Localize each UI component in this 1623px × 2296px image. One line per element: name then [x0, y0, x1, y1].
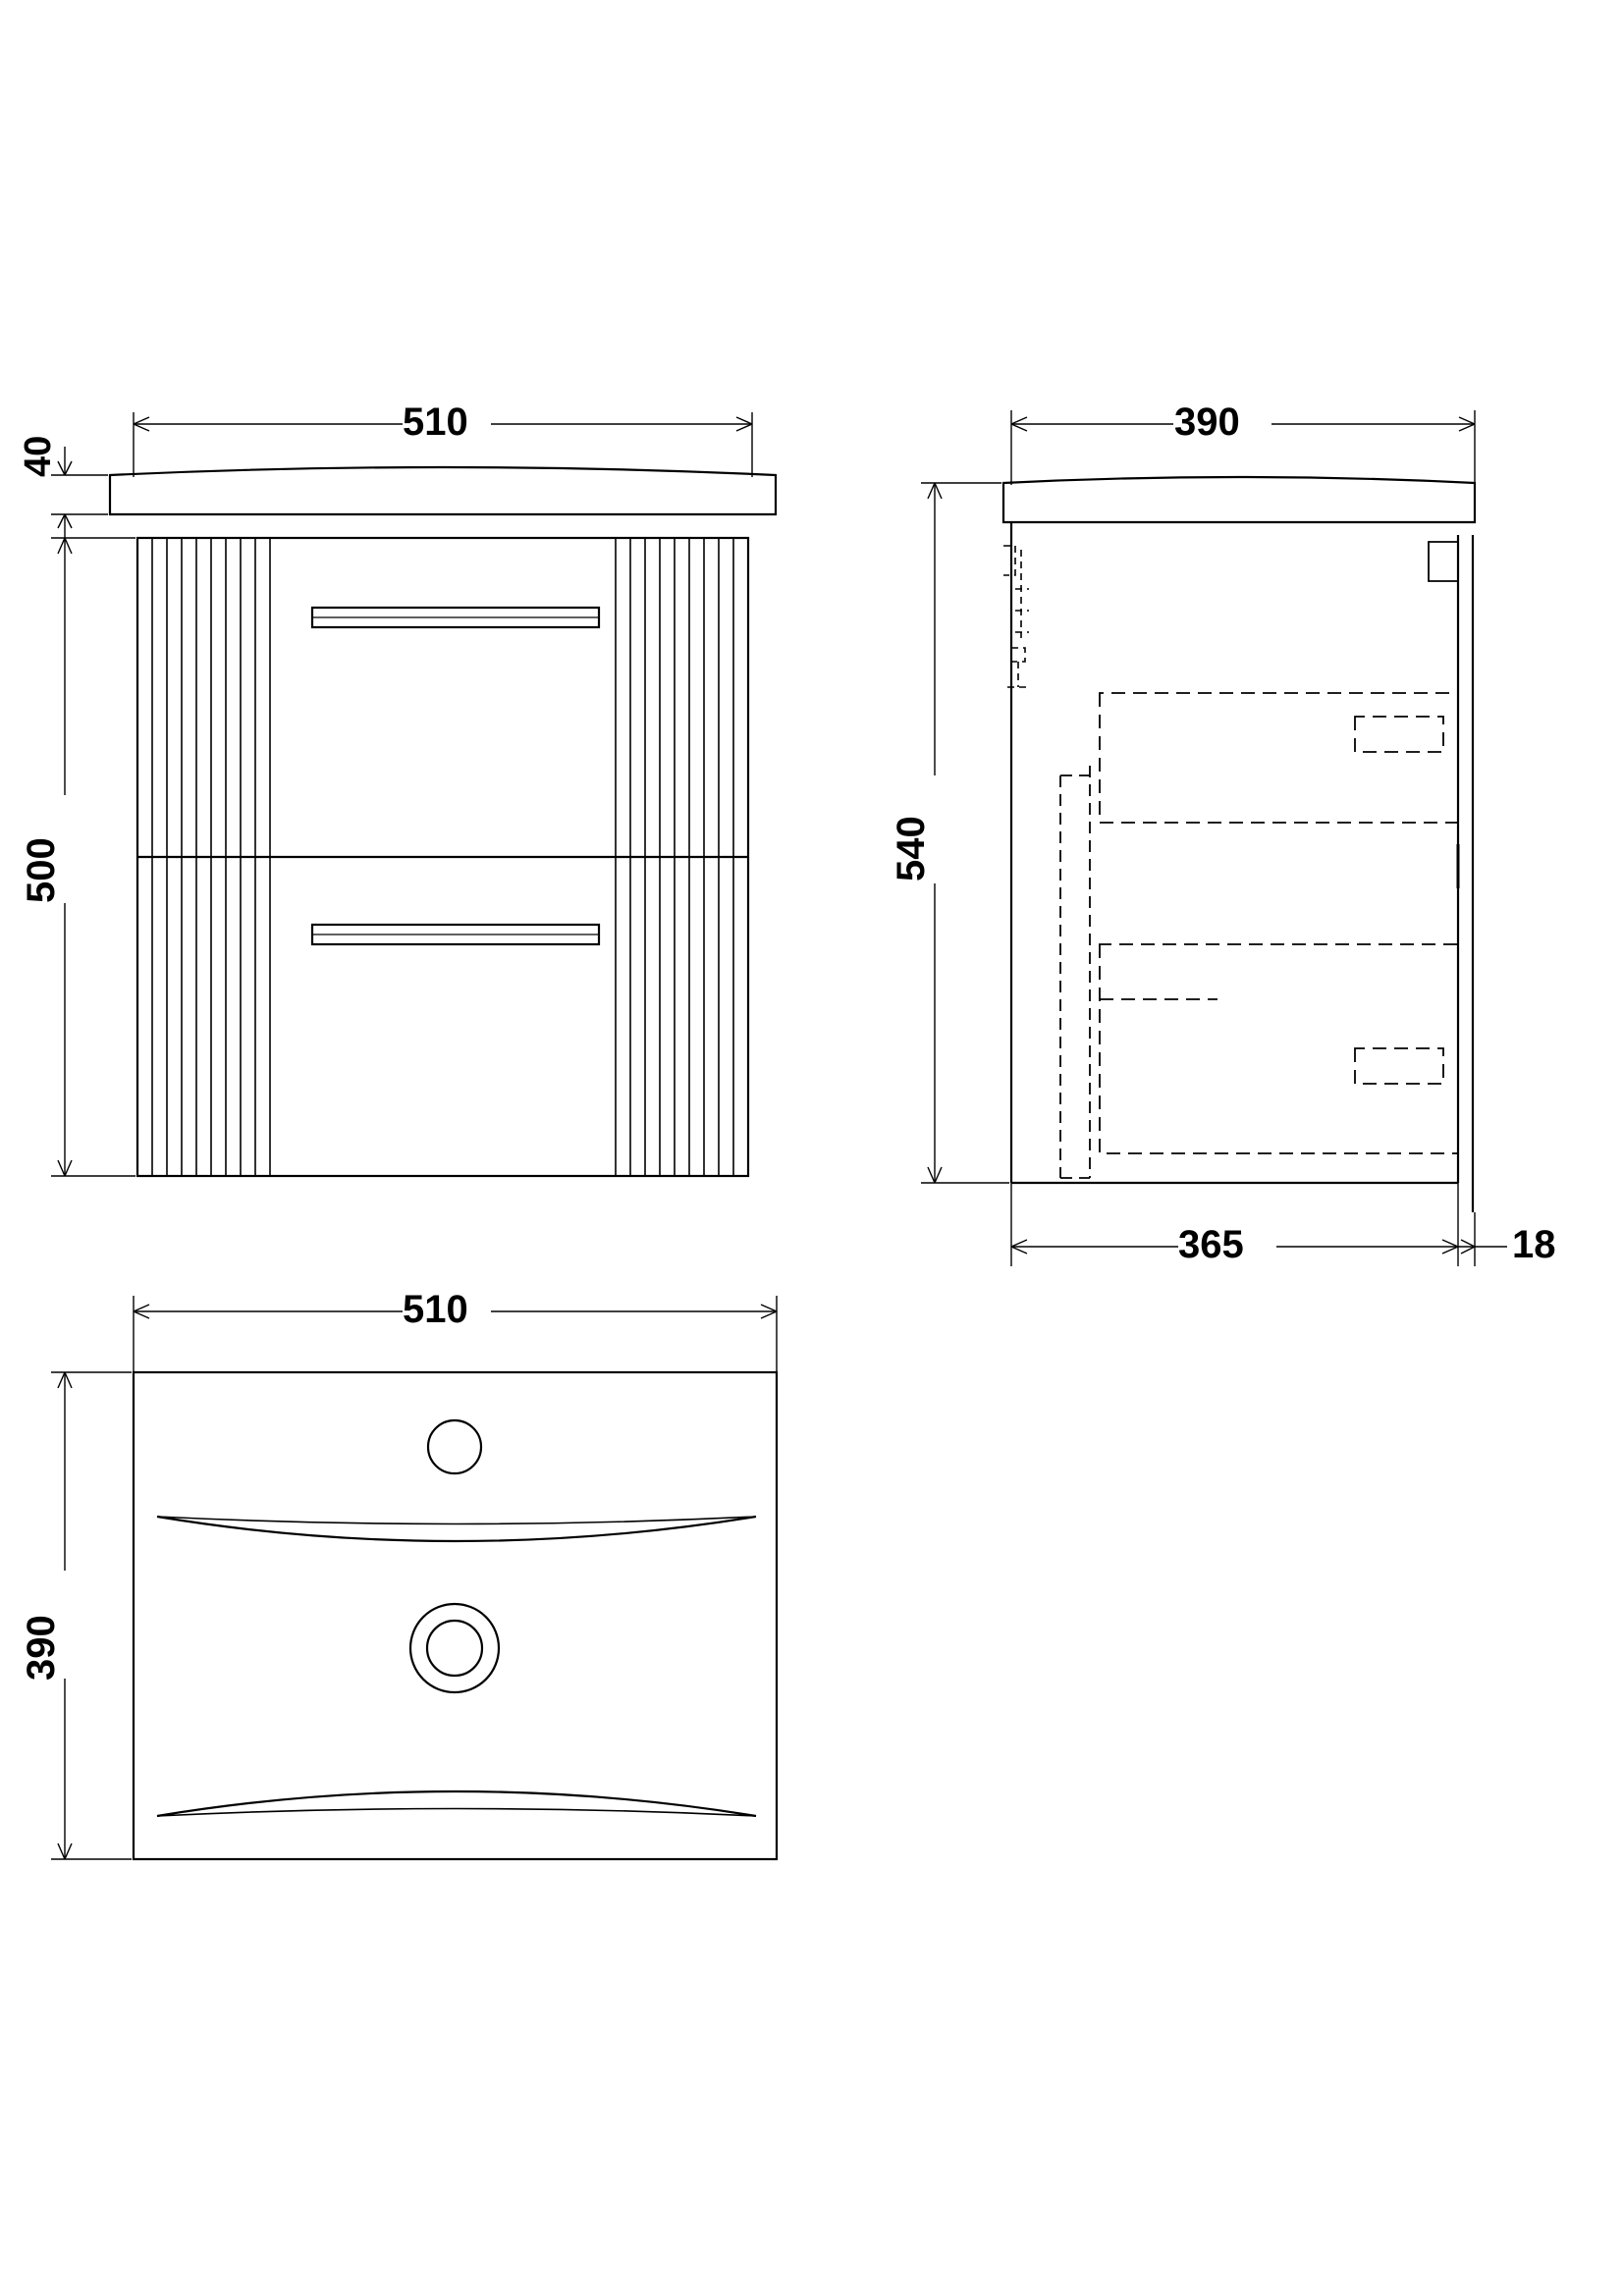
plan-bowl-rim-front-inner: [157, 1809, 756, 1817]
plan-basin-outline: [134, 1372, 777, 1859]
side-bracket-upper: [1429, 542, 1458, 581]
plan-waste-inner: [427, 1621, 482, 1676]
plan-dimensions: [51, 1296, 777, 1859]
plan-view: [134, 1372, 777, 1859]
dim-side-overhang: 18: [1512, 1223, 1556, 1266]
dim-plan-depth: 390: [20, 1615, 63, 1681]
dim-side-height: 540: [890, 816, 933, 881]
dim-plan-width: 510: [403, 1288, 468, 1331]
plan-waste-outer: [410, 1604, 499, 1692]
side-drawer-runner-hidden: [1060, 766, 1090, 1178]
plan-bowl-rim-rear-inner: [157, 1517, 756, 1524]
side-dimensions: [921, 410, 1507, 1266]
side-lower-drawer-hidden: [1100, 944, 1458, 1153]
dim-front-top-thickness: 40: [18, 435, 59, 477]
front-basin-top: [110, 467, 776, 514]
side-basin-top: [1003, 477, 1475, 522]
dim-front-width: 510: [403, 400, 468, 444]
dim-side-carcass-depth: 365: [1178, 1223, 1244, 1266]
front-dimensions: [51, 412, 752, 1176]
dim-front-height: 500: [20, 837, 63, 903]
front-lower-drawer-handle: [312, 925, 599, 944]
front-upper-drawer-handle: [312, 608, 599, 627]
side-pipework-detail: [1003, 546, 1031, 687]
plan-tap-hole: [428, 1420, 481, 1473]
dim-side-depth: 390: [1174, 400, 1240, 444]
side-upper-drawer-hidden: [1100, 693, 1458, 823]
side-elevation-view: [1003, 477, 1475, 1212]
front-elevation-view: [110, 467, 776, 1176]
